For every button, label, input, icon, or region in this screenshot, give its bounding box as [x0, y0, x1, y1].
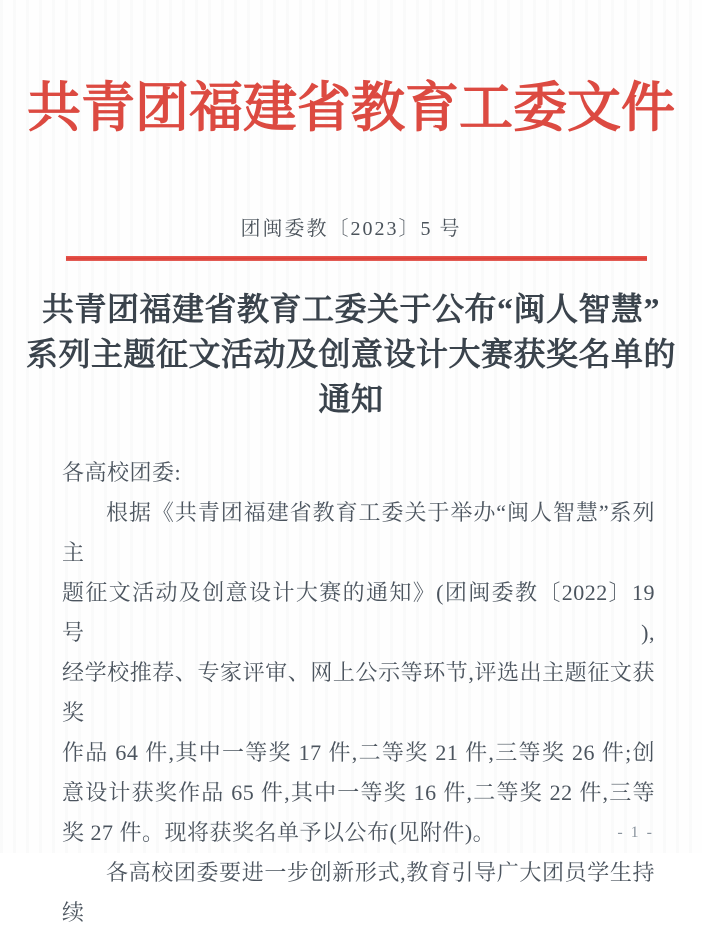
body-line: 各高校团委要进一步创新形式,教育引导广大团员学生持续 — [62, 860, 655, 925]
body-line: 题征文活动及创意设计大赛的通知》(团闽委教〔2022〕19 号), — [62, 580, 655, 645]
body-line: 经学校推荐、专家评审、网上公示等环节,评选出主题征文获奖 — [62, 660, 655, 725]
document-title-line-1: 共青团福建省教育工委关于公布“闽人智慧” — [41, 291, 660, 327]
page-number: - 1 - — [617, 824, 654, 841]
body-line: 作品 64 件,其中一等奖 17 件,二等奖 21 件,三等奖 26 件;创 — [62, 740, 655, 765]
document-reference-number: 团闽委教〔2023〕5 号 — [240, 218, 462, 240]
red-divider-line — [66, 256, 647, 261]
letterhead-org-title: 共青团福建省教育工委文件 — [27, 78, 675, 138]
document-body — [62, 453, 655, 933]
document-title — [0, 287, 702, 422]
body-line: 根据《共青团福建省教育工委关于举办“闽人智慧”系列主 — [62, 500, 655, 565]
body-salutation: 各高校团委: — [62, 460, 182, 485]
document-title-line-3: 通知 — [318, 381, 384, 417]
document-title-line-2: 系列主题征文活动及创意设计大赛获奖名单的 — [25, 336, 676, 372]
body-line: 意设计获奖作品 65 件,其中一等奖 16 件,二等奖 22 件,三等 — [62, 780, 655, 805]
body-line: 奖 27 件。现将获奖名单予以公布(见附件)。 — [62, 820, 496, 845]
